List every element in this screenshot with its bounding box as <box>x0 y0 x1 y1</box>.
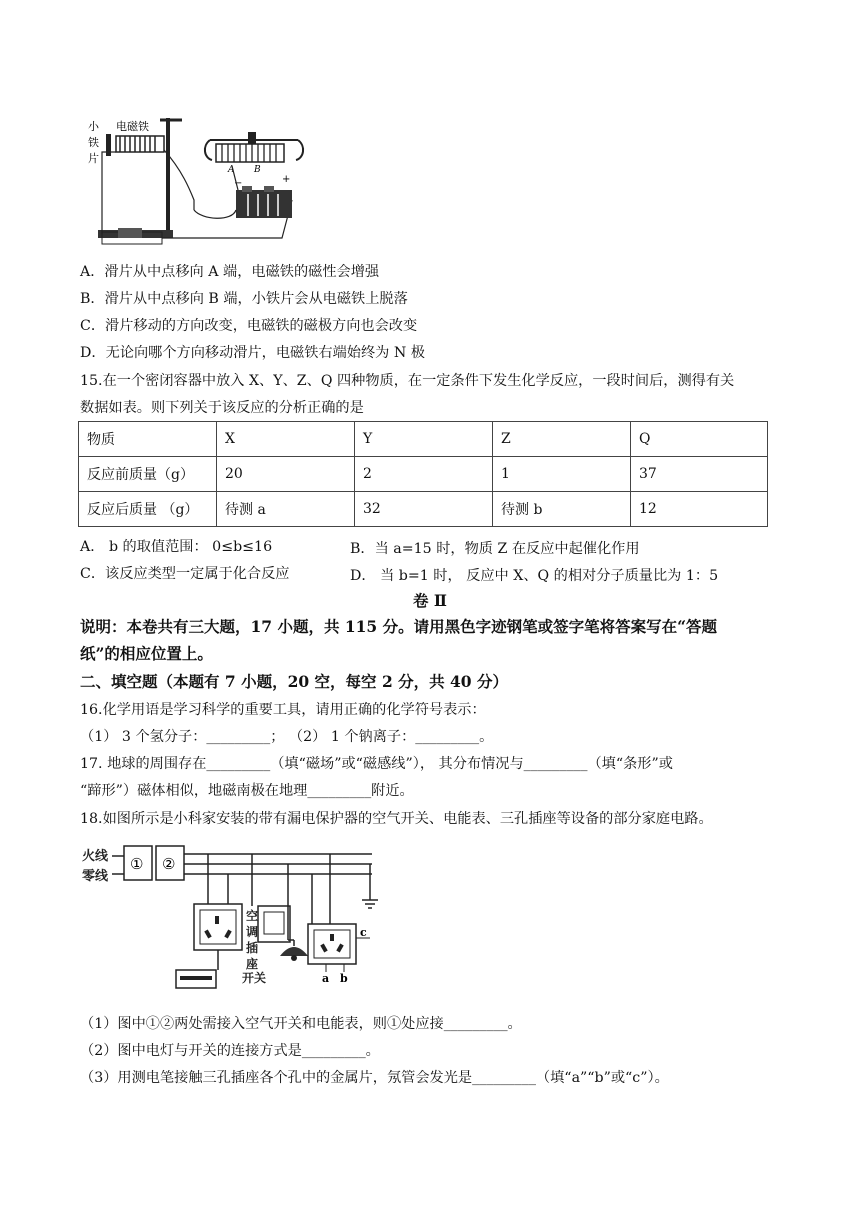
ac-socket-label-2: 调 <box>246 925 259 939</box>
section-note-line2: 纸”的相应位置上。 <box>80 644 213 663</box>
q16-sub: （1） 3 个氢分子：_________； （2） 1 个钠离子：_________。 <box>80 729 494 745</box>
household-circuit-figure <box>82 840 382 1000</box>
table-cell: 12 <box>631 492 768 527</box>
electromagnet-apparatus-figure <box>82 110 312 250</box>
table-cell: 反应前质量（g） <box>79 457 217 492</box>
q14-option-c: C．滑片移动的方向改变，电磁铁的磁极方向也会改变 <box>80 318 418 334</box>
box2-label: ② <box>162 855 176 873</box>
table-cell: 1 <box>493 457 631 492</box>
q18-sub3: （3）用测电笔接触三孔插座各个孔中的金属片，氖管会发光是_________（填“a”“b”或“c”）。 <box>80 1070 669 1086</box>
section-note-line1: 说明：本卷共有三大题，17 小题，共 115 分。请用黑色字迹钢笔或签字笔将答案写在“答题 <box>80 617 718 636</box>
ac-socket-label-1: 空 <box>246 909 259 923</box>
table-cell: X <box>217 422 355 457</box>
q14-option-b: B．滑片从中点移向 B 端，小铁片会从电磁铁上脱落 <box>80 291 408 307</box>
q17-line2: “蹄形”）磁体相似，地磁南极在地理_________附近。 <box>80 783 414 799</box>
q16-stem: 16.化学用语是学习科学的重要工具，请用正确的化学符号表示： <box>80 702 486 718</box>
pin-b-label: b <box>340 972 348 985</box>
q14-option-d: D．无论向哪个方向移动滑片，电磁铁右端始终为 N 极 <box>80 345 425 361</box>
q14-option-a: A．滑片从中点移向 A 端，电磁铁的磁性会增强 <box>80 264 380 280</box>
minus-sign: − <box>234 178 243 189</box>
table-cell: 37 <box>631 457 768 492</box>
table-cell: 20 <box>217 457 355 492</box>
switch-label: 开关 <box>242 971 267 985</box>
iron-label-2: 铁 <box>88 136 99 149</box>
table-cell: Q <box>631 422 768 457</box>
table-cell: 待测 a <box>217 492 355 527</box>
live-wire-label: 火线 <box>82 849 109 864</box>
q15-option-d: D． 当 b=1 时， 反应中 X、Q 的相对分子质量比为 1：5 <box>350 568 719 584</box>
ac-socket-label-4: 座 <box>246 957 259 971</box>
iron-label-1: 小 <box>88 120 99 133</box>
ac-socket-label-3: 插 <box>246 941 259 955</box>
table-cell: Y <box>355 422 493 457</box>
volume-title: 卷 Ⅱ <box>413 591 447 610</box>
q15-stem-line1: 15.在一个密闭容器中放入 X、Y、Z、Q 四种物质，在一定条件下发生化学反应，一段时间后，测得有关 <box>80 373 735 389</box>
q15-data-table <box>78 421 768 527</box>
table-cell: 反应后质量 （g） <box>79 492 217 527</box>
q18-sub1: （1）图中①②两处需接入空气开关和电能表，则①处应接_________。 <box>80 1016 522 1032</box>
q18-stem: 18.如图所示是小科家安装的带有漏电保护器的空气开关、电能表、三孔插座等设备的部分家庭电路。 <box>80 811 713 827</box>
plus-sign: + <box>282 174 291 185</box>
iron-label-3: 片 <box>88 152 99 165</box>
table-cell: 2 <box>355 457 493 492</box>
table-cell: 待测 b <box>493 492 631 527</box>
q15-option-a: A． b 的取值范围： 0≤b≤16 <box>80 539 273 555</box>
box1-label: ① <box>130 855 144 873</box>
table-row <box>79 492 768 527</box>
pin-c-label: c <box>360 926 367 939</box>
end-b-label: B <box>254 165 261 175</box>
neutral-wire-label: 零线 <box>82 869 109 884</box>
q15-stem-line2: 数据如表。则下列关于该反应的分析正确的是 <box>80 400 364 416</box>
table-row <box>79 457 768 492</box>
end-a-label: A <box>228 165 235 175</box>
electromagnet-label: 电磁铁 <box>116 120 149 133</box>
table-cell: 32 <box>355 492 493 527</box>
table-row <box>79 422 768 457</box>
q15-option-c: C．该反应类型一定属于化合反应 <box>80 566 290 582</box>
table-cell: 物质 <box>79 422 217 457</box>
q18-sub2: （2）图中电灯与开关的连接方式是_________。 <box>80 1043 380 1059</box>
pin-a-label: a <box>322 972 330 985</box>
q17-line1: 17. 地球的周围存在_________（填“磁场”或“磁感线”）， 其分布情况与_________（填“条形”或 <box>80 756 673 772</box>
q15-option-b: B．当 a=15 时，物质 Z 在反应中起催化作用 <box>350 541 640 557</box>
table-cell: Z <box>493 422 631 457</box>
part-title: 二、填空题（本题有 7 小题，20 空，每空 2 分，共 40 分） <box>80 672 508 691</box>
